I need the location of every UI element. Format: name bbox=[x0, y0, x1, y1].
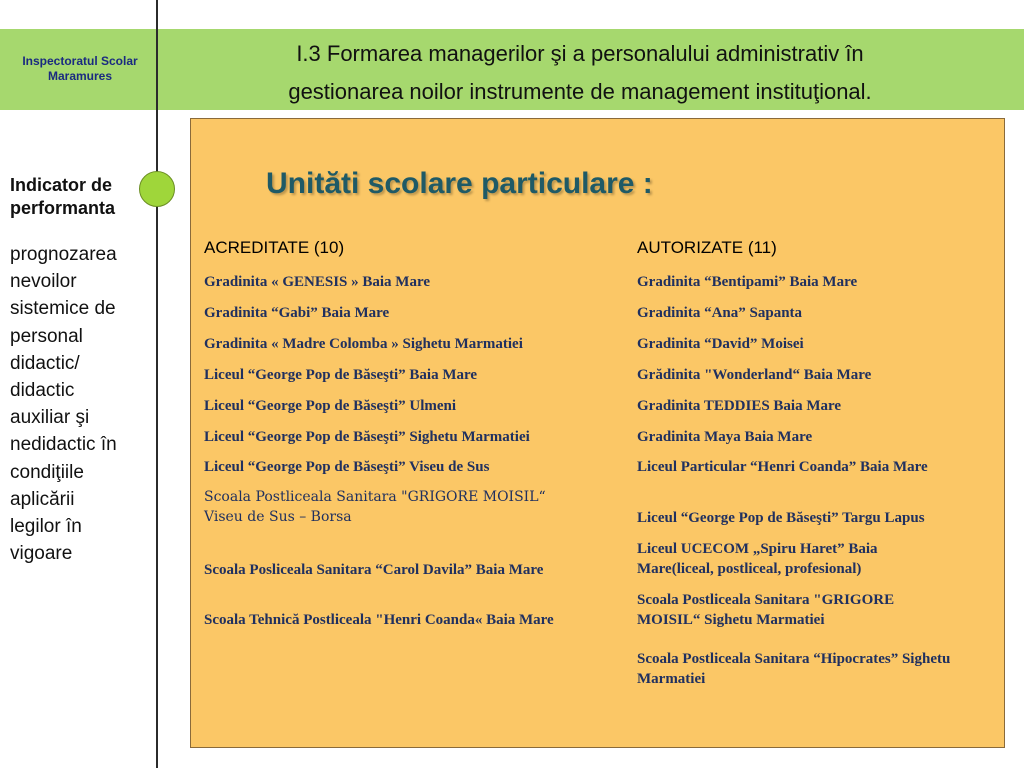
accredited-school-item bbox=[204, 457, 489, 477]
authorized-school-item bbox=[637, 457, 928, 477]
indicator-line: auxiliar şi bbox=[10, 407, 90, 429]
item-line: Liceul Particular “Henri Coanda” Baia Mare bbox=[637, 459, 928, 475]
authorized-heading: AUTORIZATE (11) bbox=[637, 238, 777, 257]
accredited-heading: ACREDITATE (10) bbox=[204, 238, 345, 257]
item-line: Gradinita « Madre Colomba » Sighetu Marmatiei bbox=[204, 336, 523, 352]
authorized-school-item bbox=[637, 539, 878, 579]
indicator-line: nedidactic în bbox=[10, 434, 117, 456]
item-line: Liceul “George Pop de Băseşti” Viseu de Sus bbox=[204, 459, 490, 475]
accredited-school-item bbox=[204, 334, 523, 354]
item-line: MOISIL“ Sighetu Marmatiei bbox=[637, 612, 825, 628]
indicator-line: legilor în bbox=[10, 516, 82, 538]
indicator-description bbox=[10, 241, 150, 567]
organization-name-line1: Inspectoratul Scolar bbox=[22, 54, 138, 68]
item-line: Gradinita “David” Moisei bbox=[637, 336, 804, 352]
item-line: Liceul “George Pop de Băseşti” Baia Mare bbox=[204, 367, 478, 383]
bullet-dot bbox=[139, 171, 175, 207]
organization-name-line2: Maramures bbox=[47, 69, 113, 83]
indicator-line: condiţiile bbox=[10, 461, 84, 483]
indicator-line: aplicării bbox=[10, 488, 75, 510]
indicator-line: sistemice de bbox=[10, 298, 116, 320]
organization-label bbox=[4, 54, 156, 84]
item-line: Mare(liceal, postliceal, profesional) bbox=[637, 561, 862, 577]
authorized-school-item bbox=[637, 396, 841, 416]
item-line: Gradinita « GENESIS » Baia Mare bbox=[204, 274, 430, 290]
authorized-school-item bbox=[637, 427, 812, 447]
accredited-school-item bbox=[204, 365, 477, 385]
authorized-school-item bbox=[637, 649, 950, 689]
item-line: Scoala Tehnică Postliceala "Henri Coanda« Baia Mare bbox=[204, 612, 554, 628]
item-line: Liceul “George Pop de Băseşti” Sighetu Marmatiei bbox=[204, 429, 530, 445]
item-line: Marmatiei bbox=[637, 671, 706, 687]
accredited-school-item bbox=[204, 303, 389, 323]
item-line: Scoala Posliceala Sanitara “Carol Davila” Baia Mare bbox=[204, 562, 544, 578]
authorized-school-item bbox=[637, 303, 802, 323]
authorized-school-item bbox=[637, 334, 804, 354]
accredited-school-item bbox=[204, 272, 430, 292]
item-line: Liceul “George Pop de Băseşti” Targu Lapus bbox=[637, 510, 925, 526]
vertical-divider bbox=[156, 0, 158, 768]
indicator-line: didactic bbox=[10, 380, 75, 402]
item-line: Gradinita TEDDIES Baia Mare bbox=[637, 398, 842, 414]
accredited-school-item bbox=[204, 487, 546, 527]
accredited-school-item bbox=[204, 427, 530, 447]
indicator-heading bbox=[10, 174, 150, 220]
slide-title bbox=[215, 35, 945, 111]
indicator-line: nevoilor bbox=[10, 271, 77, 293]
item-line: Gradinita “Gabi” Baia Mare bbox=[204, 305, 390, 321]
item-line: Gradinita “Ana” Sapanta bbox=[637, 305, 803, 321]
item-line: Scoala Postliceala Sanitara "GRIGORE MOISIL“ bbox=[204, 489, 546, 505]
slide-title-line2: gestionarea noilor instrumente de management instituţional. bbox=[288, 79, 872, 104]
item-line: Grădinita "Wonderland“ Baia Mare bbox=[637, 367, 872, 383]
authorized-school-item bbox=[637, 508, 925, 528]
item-line: Liceul UCECOM „Spiru Haret” Baia bbox=[637, 541, 878, 557]
item-line: Liceul “George Pop de Băseşti” Ulmeni bbox=[204, 398, 457, 414]
accredited-school-item bbox=[204, 560, 543, 580]
item-line: Scoala Postliceala Sanitara "GRIGORE bbox=[637, 592, 895, 608]
item-line: Scoala Postliceala Sanitara “Hipocrates” Sighetu bbox=[637, 651, 951, 667]
indicator-line: personal bbox=[10, 325, 83, 347]
indicator-heading-line2: performanta bbox=[10, 198, 116, 218]
authorized-school-item bbox=[637, 272, 857, 292]
authorized-school-item bbox=[637, 365, 871, 385]
item-line: Gradinita Maya Baia Mare bbox=[637, 429, 813, 445]
indicator-line: didactic/ bbox=[10, 352, 80, 374]
indicator-line: prognozarea bbox=[10, 244, 117, 265]
accredited-school-item bbox=[204, 396, 456, 416]
accredited-school-item bbox=[204, 610, 554, 630]
indicator-heading-line1: Indicator de bbox=[10, 175, 113, 195]
panel-title: Unităti scolare particulare : bbox=[266, 167, 653, 200]
slide-title-line1: I.3 Formarea managerilor şi a personalului administrativ în bbox=[296, 41, 864, 66]
item-line: Gradinita “Bentipami” Baia Mare bbox=[637, 274, 858, 290]
indicator-line: vigoare bbox=[10, 543, 73, 565]
item-line: Viseu de Sus – Borsa bbox=[204, 509, 352, 525]
authorized-school-item bbox=[637, 590, 894, 630]
